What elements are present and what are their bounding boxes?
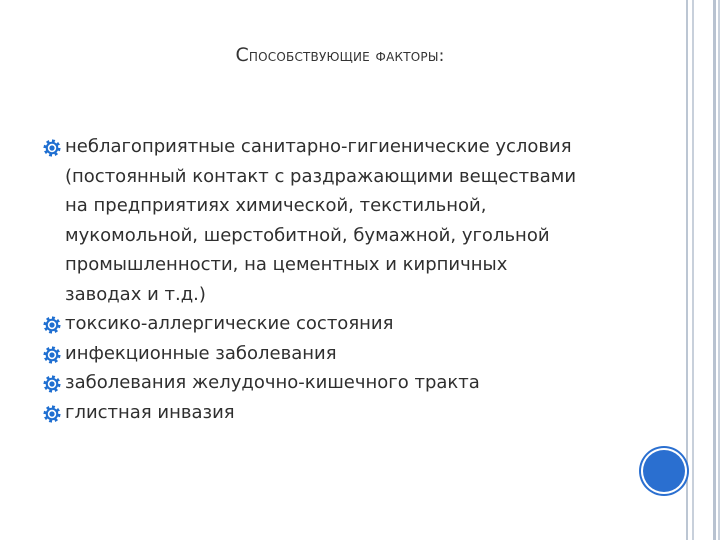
bullet-text: глистная инвазия — [65, 401, 235, 423]
bullet-line: промышленности, на цементных и кирпичных — [65, 254, 508, 275]
bullet-item — [43, 339, 663, 369]
bullet-line: (постоянный контакт с раздражающими веществами — [65, 165, 577, 187]
settings-gear-icon — [43, 314, 61, 332]
bullet-text: токсико-аллергические состояния — [65, 313, 394, 334]
bullet-text — [65, 132, 663, 309]
bullet-line: заводах и т.д.) — [65, 283, 206, 305]
bullet-item — [43, 398, 663, 428]
settings-gear-icon — [43, 344, 61, 362]
decor-circle — [643, 450, 685, 492]
bullet-item — [43, 309, 663, 339]
bullet-item — [43, 132, 663, 309]
title-initial: С — [235, 44, 249, 66]
bullet-line: мукомольной, шерстобитной, бумажной, угольной — [65, 224, 550, 246]
settings-gear-icon — [43, 137, 61, 155]
bullet-item — [43, 368, 663, 398]
slide-title — [0, 44, 680, 66]
decor-line — [713, 0, 716, 540]
bullet-line: неблагоприятные санитарно-гигиенические условия — [65, 136, 572, 157]
bullet-text: заболевания желудочно-кишечного тракта — [65, 372, 480, 393]
settings-gear-icon — [43, 373, 61, 391]
title-rest: пособствующие факторы: — [248, 46, 445, 66]
settings-gear-icon — [43, 403, 61, 421]
decor-line — [686, 0, 688, 540]
bullet-line: на предприятиях химической, текстильной, — [65, 195, 487, 216]
bullet-text: инфекционные заболевания — [65, 342, 337, 364]
bullet-list — [43, 132, 663, 427]
decor-line — [692, 0, 694, 540]
